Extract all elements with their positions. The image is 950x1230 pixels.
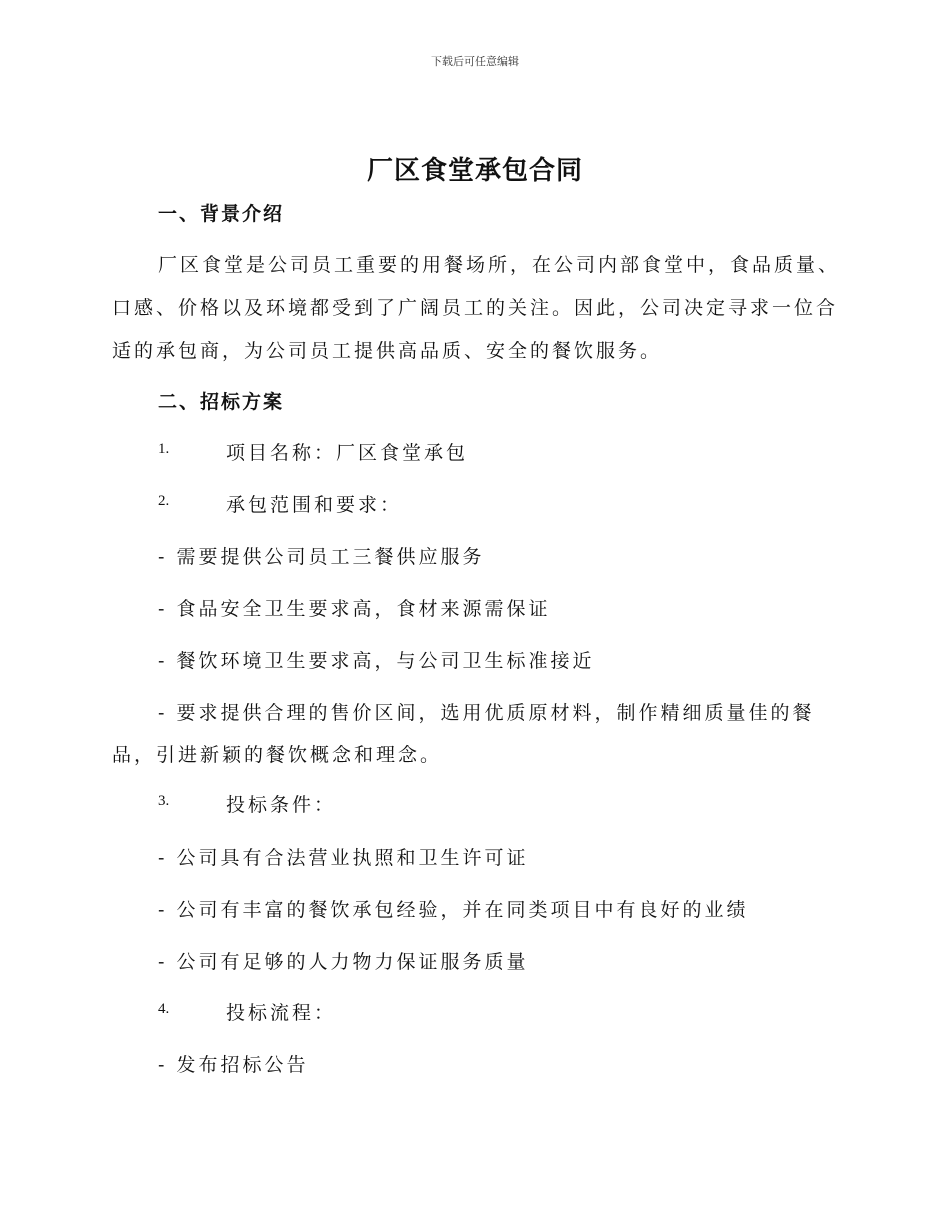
paragraph-line: 厂区食堂是公司员工重要的用餐场所，在公司内部食堂中，食品质量、 — [158, 254, 841, 276]
list-number: 2. — [158, 493, 170, 509]
list-number: 1. — [158, 441, 170, 457]
bullet-line: - 餐饮环境卫生要求高，与公司卫生标准接近 — [158, 650, 595, 672]
paragraph-line: 口感、价格以及环境都受到了广阔员工的关注。因此，公司决定寻求一位合 — [112, 297, 839, 319]
list-item-text: 承包范围和要求： — [226, 494, 403, 516]
paragraph-line: 适的承包商，为公司员工提供高品质、安全的餐饮服务。 — [112, 340, 663, 362]
document-title: 厂区食堂承包合同 — [366, 156, 583, 186]
list-number: 3. — [158, 793, 170, 809]
bullet-line: - 公司有足够的人力物力保证服务质量 — [158, 951, 529, 973]
list-number: 4. — [158, 1001, 170, 1017]
list-item-text: 项目名称：厂区食堂承包 — [226, 442, 469, 464]
bullet-line: - 发布招标公告 — [158, 1054, 309, 1076]
bullet-line: - 食品安全卫生要求高，食材来源需保证 — [158, 598, 551, 620]
list-item-text: 投标条件： — [226, 794, 337, 816]
bullet-line: - 公司有丰富的餐饮承包经验，并在同类项目中有良好的业绩 — [158, 899, 749, 921]
section-heading-plan: 二、招标方案 — [158, 391, 285, 413]
bullet-line: - 公司具有合法营业执照和卫生许可证 — [158, 847, 529, 869]
bullet-line: 品，引进新颖的餐饮概念和理念。 — [112, 744, 443, 766]
section-heading-background: 一、背景介绍 — [158, 203, 285, 225]
bullet-line: - 需要提供公司员工三餐供应服务 — [158, 546, 485, 568]
bullet-line: - 要求提供合理的售价区间，选用优质原材料，制作精细质量佳的餐 — [158, 702, 815, 724]
page-header: 下载后可任意编辑 — [431, 55, 519, 68]
list-item-text: 投标流程： — [226, 1002, 337, 1024]
